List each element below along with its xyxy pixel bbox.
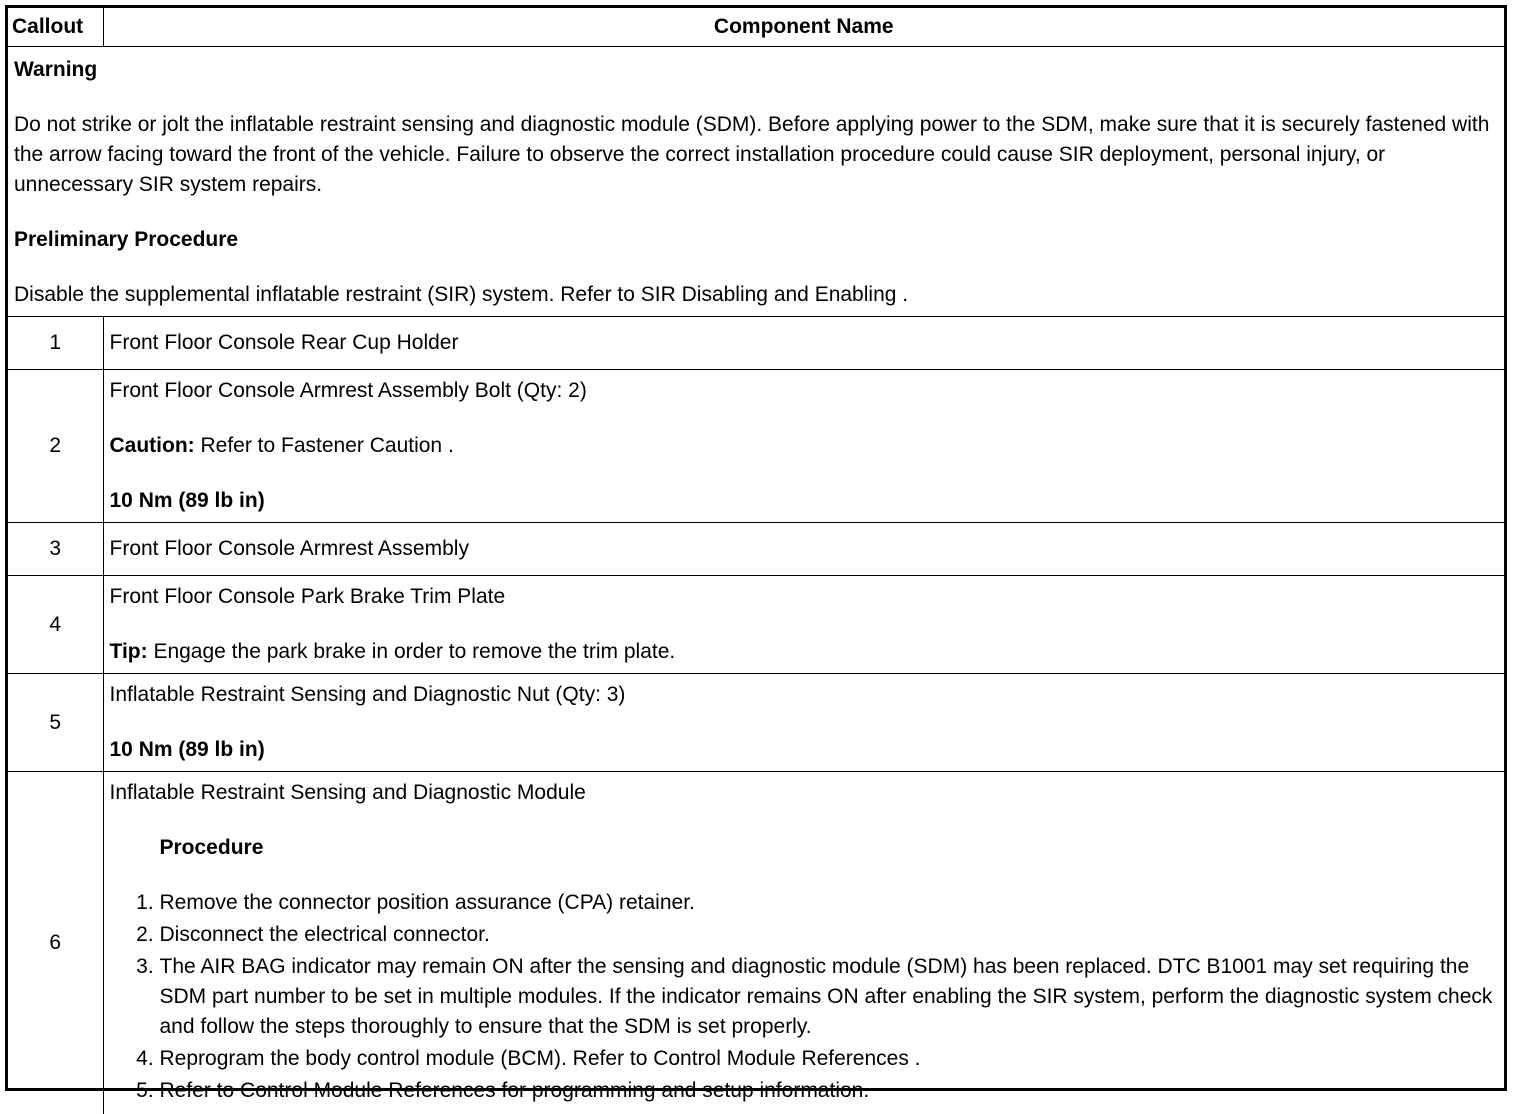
procedure-title: Procedure [110,833,1499,863]
component-table [8,8,1504,1114]
table-row [8,576,1504,674]
component-name: Front Floor Console Armrest Assembly [103,523,1504,576]
component-name: Front Floor Console Park Brake Trim Plate [110,582,1499,612]
component-cell [103,674,1504,772]
component-cell [103,576,1504,674]
table-row [8,772,1504,1114]
procedure-step: 4. Reprogram the body control module (BCM). Refer to Control Module References . [160,1044,1499,1074]
table-row [8,317,1504,370]
callout-number: 5 [8,674,103,772]
procedure-steps [110,888,1499,1106]
component-cell [103,772,1504,1114]
notes-row [8,47,1504,317]
tip-text: Engage the park brake in order to remove the trim plate. [148,640,676,663]
procedure-step: 3. The AIR BAG indicator may remain ON after the sensing and diagnostic module (SDM) has been replaced. DTC B1001 may set requiring the SDM part number to be set in multiple modules. If the indicator remains ON after enabling the SIR system, perform the diagnostic system check and follow the steps thoroughly to ensure that the SDM is set properly. [160,952,1499,1042]
callout-column-header: Callout [8,8,103,47]
table-header-row [8,8,1504,47]
component-name: Front Floor Console Rear Cup Holder [103,317,1504,370]
caution-label: Caution: [110,434,195,457]
table-row [8,523,1504,576]
warning-text: Do not strike or jolt the inflatable restraint sensing and diagnostic module (SDM). Before applying power to the SDM, make sure that it is securely fastened with the arrow facing toward the front of the vehicle. Failure to observe the correct installation procedure could cause SIR deployment, personal injury, or unnecessary SIR system repairs. [14,110,1498,200]
component-name: Inflatable Restraint Sensing and Diagnostic Module [110,778,1499,808]
procedure-step: 2. Disconnect the electrical connector. [160,920,1499,950]
caution-text: Refer to Fastener Caution . [195,434,454,457]
component-cell [103,370,1504,523]
torque-spec: 10 Nm (89 lb in) [110,486,1499,516]
notes-cell [8,47,1504,317]
callout-number: 6 [8,772,103,1114]
component-table-sheet [5,5,1507,1091]
component-name-column-header: Component Name [103,8,1504,47]
procedure-step: 1. Remove the connector position assurance (CPA) retainer. [160,888,1499,918]
procedure-step: 5. Refer to Control Module References for programming and setup information. [160,1076,1499,1106]
tip-note [110,637,1499,667]
table-row [8,370,1504,523]
callout-number: 4 [8,576,103,674]
table-row [8,674,1504,772]
callout-number: 1 [8,317,103,370]
component-name: Inflatable Restraint Sensing and Diagnostic Nut (Qty: 3) [110,680,1499,710]
callout-number: 3 [8,523,103,576]
component-name: Front Floor Console Armrest Assembly Bolt (Qty: 2) [110,376,1499,406]
preliminary-procedure-text: Disable the supplemental inflatable restraint (SIR) system. Refer to SIR Disabling and Enabling . [14,280,1498,310]
warning-title: Warning [14,55,1498,85]
preliminary-procedure-title: Preliminary Procedure [14,225,1498,255]
callout-number: 2 [8,370,103,523]
caution-note [110,431,1499,461]
tip-label: Tip: [110,640,148,663]
torque-spec: 10 Nm (89 lb in) [110,735,1499,765]
